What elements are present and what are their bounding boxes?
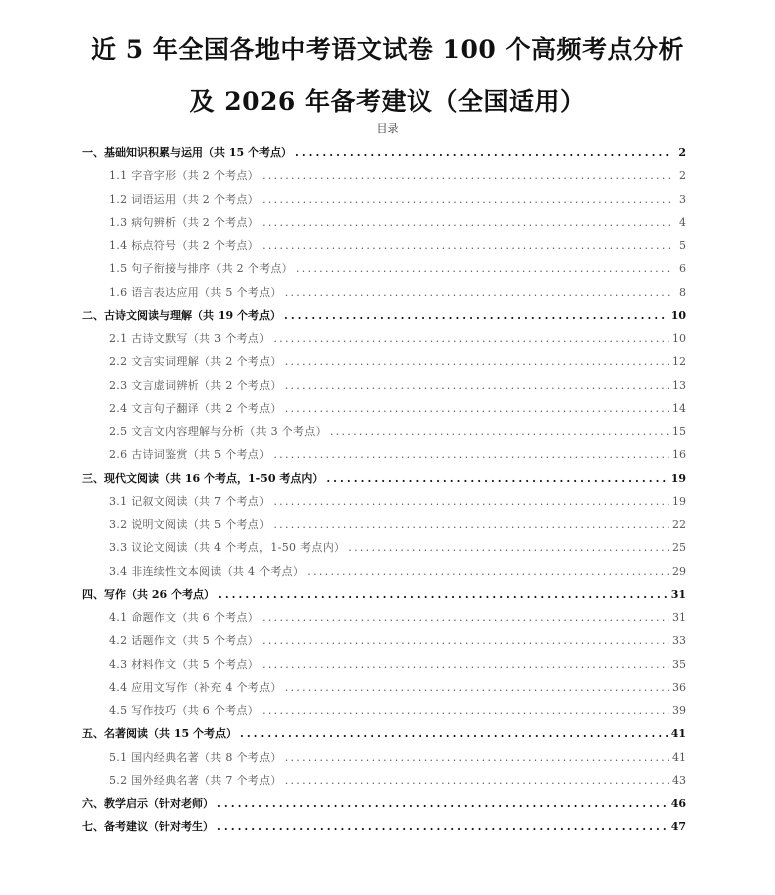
toc-page-number: 25 — [672, 541, 686, 555]
toc-page-number: 13 — [672, 378, 686, 392]
toc-subsection-entry[interactable] — [82, 653, 686, 676]
toc-entry-text: 4.1 命题作文（共 6 个考点） — [109, 611, 260, 624]
toc-entry-text: 四、写作（共 26 个考点） — [82, 587, 215, 601]
toc-dot-leader — [326, 467, 667, 490]
toc-entry-text: 一、基础知识积累与运用（共 15 个考点） — [82, 146, 292, 159]
toc-page-number: 31 — [670, 587, 686, 601]
toc-entry-text: 4.3 材料作文（共 5 个考点） — [109, 657, 260, 671]
toc-entry-text: 3.2 说明文阅读（共 5 个考点） — [109, 518, 271, 531]
toc-page-number: 35 — [672, 657, 686, 671]
toc-subsection-entry[interactable] — [82, 769, 686, 792]
toc-entry-text: 2.1 古诗文默写（共 3 个考点） — [109, 332, 271, 345]
table-of-contents — [82, 141, 686, 839]
toc-section-entry[interactable] — [82, 722, 686, 745]
toc-subsection-entry[interactable] — [82, 560, 686, 583]
toc-page-number: 41 — [672, 750, 686, 764]
toc-page-number: 2 — [679, 169, 686, 183]
toc-subsection-entry[interactable] — [82, 420, 686, 443]
toc-entry-text: 三、现代文阅读（共 16 个考点，1-50 考点内） — [82, 471, 324, 485]
toc-dot-leader — [218, 583, 668, 606]
toc-dot-leader — [285, 281, 673, 304]
toc-dot-leader — [262, 699, 669, 722]
toc-page-number: 47 — [670, 820, 686, 834]
toc-section-entry[interactable] — [82, 815, 686, 838]
toc-entry-text: 二、古诗文阅读与理解（共 19 个考点） — [82, 308, 281, 322]
toc-heading: 目录 — [376, 122, 399, 135]
toc-dot-leader — [273, 443, 669, 466]
toc-page-number: 6 — [679, 262, 686, 276]
toc-dot-leader — [217, 815, 668, 838]
toc-entry-text: 2.5 文言文内容理解与分析（共 3 个考点） — [109, 425, 327, 438]
toc-page-number: 36 — [672, 680, 686, 694]
toc-subsection-entry[interactable] — [82, 281, 686, 304]
toc-entry-text: 2.2 文言实词理解（共 2 个考点） — [109, 355, 282, 369]
toc-subsection-entry[interactable] — [82, 699, 686, 722]
toc-section-entry[interactable] — [82, 304, 686, 327]
toc-subsection-entry[interactable] — [82, 746, 686, 769]
toc-entry-text: 5.2 国外经典名著（共 7 个考点） — [109, 773, 282, 787]
toc-dot-leader — [262, 188, 673, 211]
toc-entry-text: 2.6 古诗词鉴赏（共 5 个考点） — [109, 448, 271, 462]
toc-subsection-entry[interactable] — [82, 513, 686, 536]
toc-subsection-entry[interactable] — [82, 164, 686, 187]
toc-page-number: 16 — [672, 448, 686, 462]
toc-entry-text: 六、教学启示（针对老师） — [82, 797, 214, 810]
toc-entry-text: 1.4 标点符号（共 2 个考点） — [109, 239, 260, 252]
toc-dot-leader — [285, 676, 669, 699]
toc-subsection-entry[interactable] — [82, 257, 686, 280]
toc-dot-leader — [295, 141, 673, 164]
toc-page-number: 29 — [672, 564, 686, 578]
toc-entry-text: 七、备考建议（针对考生） — [82, 820, 214, 834]
toc-dot-leader — [285, 769, 669, 792]
toc-subsection-entry[interactable] — [82, 350, 686, 373]
toc-entry-text: 1.6 语言表达应用（共 5 个考点） — [109, 285, 282, 299]
toc-section-entry[interactable] — [82, 792, 686, 815]
toc-dot-leader — [262, 234, 673, 257]
toc-dot-leader — [262, 653, 669, 676]
toc-subsection-entry[interactable] — [82, 188, 686, 211]
toc-subsection-entry[interactable] — [82, 536, 686, 559]
toc-dot-leader — [330, 420, 669, 443]
toc-page-number: 10 — [670, 308, 686, 322]
toc-entry-text: 4.2 话题作文（共 5 个考点） — [109, 634, 260, 648]
toc-entry-text: 五、名著阅读（共 15 个考点） — [82, 727, 237, 741]
toc-subsection-entry[interactable] — [82, 629, 686, 652]
toc-page-number: 43 — [672, 773, 686, 787]
toc-subsection-entry[interactable] — [82, 443, 686, 466]
toc-dot-leader — [307, 560, 669, 583]
toc-entry-text: 3.3 议论文阅读（共 4 个考点，1-50 考点内） — [109, 541, 346, 555]
toc-subsection-entry[interactable] — [82, 606, 686, 629]
toc-entry-text: 1.3 病句辨析（共 2 个考点） — [109, 215, 260, 229]
toc-dot-leader — [285, 746, 669, 769]
toc-page-number: 31 — [672, 611, 686, 624]
toc-entry-text: 3.1 记叙文阅读（共 7 个考点） — [109, 494, 271, 508]
document-title-line-1: 近 5 年全国各地中考语文试卷 100 个高频考点分析 — [91, 35, 684, 64]
toc-page-number: 41 — [670, 727, 686, 741]
toc-dot-leader — [262, 211, 673, 234]
toc-entry-text: 1.1 字音字形（共 2 个考点） — [109, 169, 260, 183]
toc-page-number: 15 — [672, 425, 686, 438]
toc-entry-text: 2.3 文言虚词辨析（共 2 个考点） — [109, 378, 282, 392]
toc-entry-text: 4.4 应用文写作（补充 4 个考点） — [109, 680, 282, 694]
toc-subsection-entry[interactable] — [82, 211, 686, 234]
toc-subsection-entry[interactable] — [82, 327, 686, 350]
toc-dot-leader — [262, 629, 669, 652]
toc-page-number: 12 — [672, 355, 686, 369]
toc-subsection-entry[interactable] — [82, 490, 686, 513]
toc-entry-text: 1.2 词语运用（共 2 个考点） — [109, 192, 260, 206]
toc-dot-leader — [273, 513, 669, 536]
toc-dot-leader — [273, 490, 669, 513]
toc-page-number: 39 — [672, 704, 686, 717]
toc-dot-leader — [262, 164, 673, 187]
toc-dot-leader — [217, 792, 668, 815]
toc-subsection-entry[interactable] — [82, 234, 686, 257]
toc-section-entry[interactable] — [82, 583, 686, 606]
toc-entry-text: 5.1 国内经典名著（共 8 个考点） — [109, 750, 282, 764]
toc-dot-leader — [285, 397, 669, 420]
toc-entry-text: 4.5 写作技巧（共 6 个考点） — [109, 704, 260, 717]
document-title-line-2: 及 2026 年备考建议（全国适用） — [189, 87, 586, 116]
toc-subsection-entry[interactable] — [82, 374, 686, 397]
toc-page-number: 8 — [679, 285, 686, 299]
toc-page-number: 46 — [670, 797, 686, 810]
toc-page-number: 19 — [672, 494, 686, 508]
toc-page-number: 19 — [670, 471, 686, 485]
toc-subsection-entry[interactable] — [82, 676, 686, 699]
toc-page-number: 5 — [679, 239, 686, 252]
toc-dot-leader — [285, 350, 669, 373]
toc-page-number: 22 — [672, 518, 686, 531]
toc-dot-leader — [296, 257, 673, 280]
toc-page-number: 33 — [672, 634, 686, 648]
toc-section-entry[interactable] — [82, 141, 686, 164]
toc-subsection-entry[interactable] — [82, 397, 686, 420]
toc-entry-text: 1.5 句子衔接与排序（共 2 个考点） — [109, 262, 293, 276]
toc-page-number: 14 — [672, 401, 686, 415]
toc-dot-leader — [284, 304, 668, 327]
toc-entry-text: 2.4 文言句子翻译（共 2 个考点） — [109, 401, 282, 415]
toc-page-number: 4 — [679, 215, 686, 229]
toc-dot-leader — [262, 606, 669, 629]
toc-dot-leader — [240, 722, 668, 745]
toc-dot-leader — [348, 536, 669, 559]
toc-dot-leader — [273, 327, 669, 350]
toc-entry-text: 3.4 非连续性文本阅读（共 4 个考点） — [109, 564, 305, 578]
toc-page-number: 3 — [679, 192, 686, 206]
toc-dot-leader — [285, 374, 669, 397]
toc-page-number: 10 — [672, 332, 686, 345]
toc-page-number: 2 — [678, 146, 686, 159]
toc-section-entry[interactable] — [82, 467, 686, 490]
